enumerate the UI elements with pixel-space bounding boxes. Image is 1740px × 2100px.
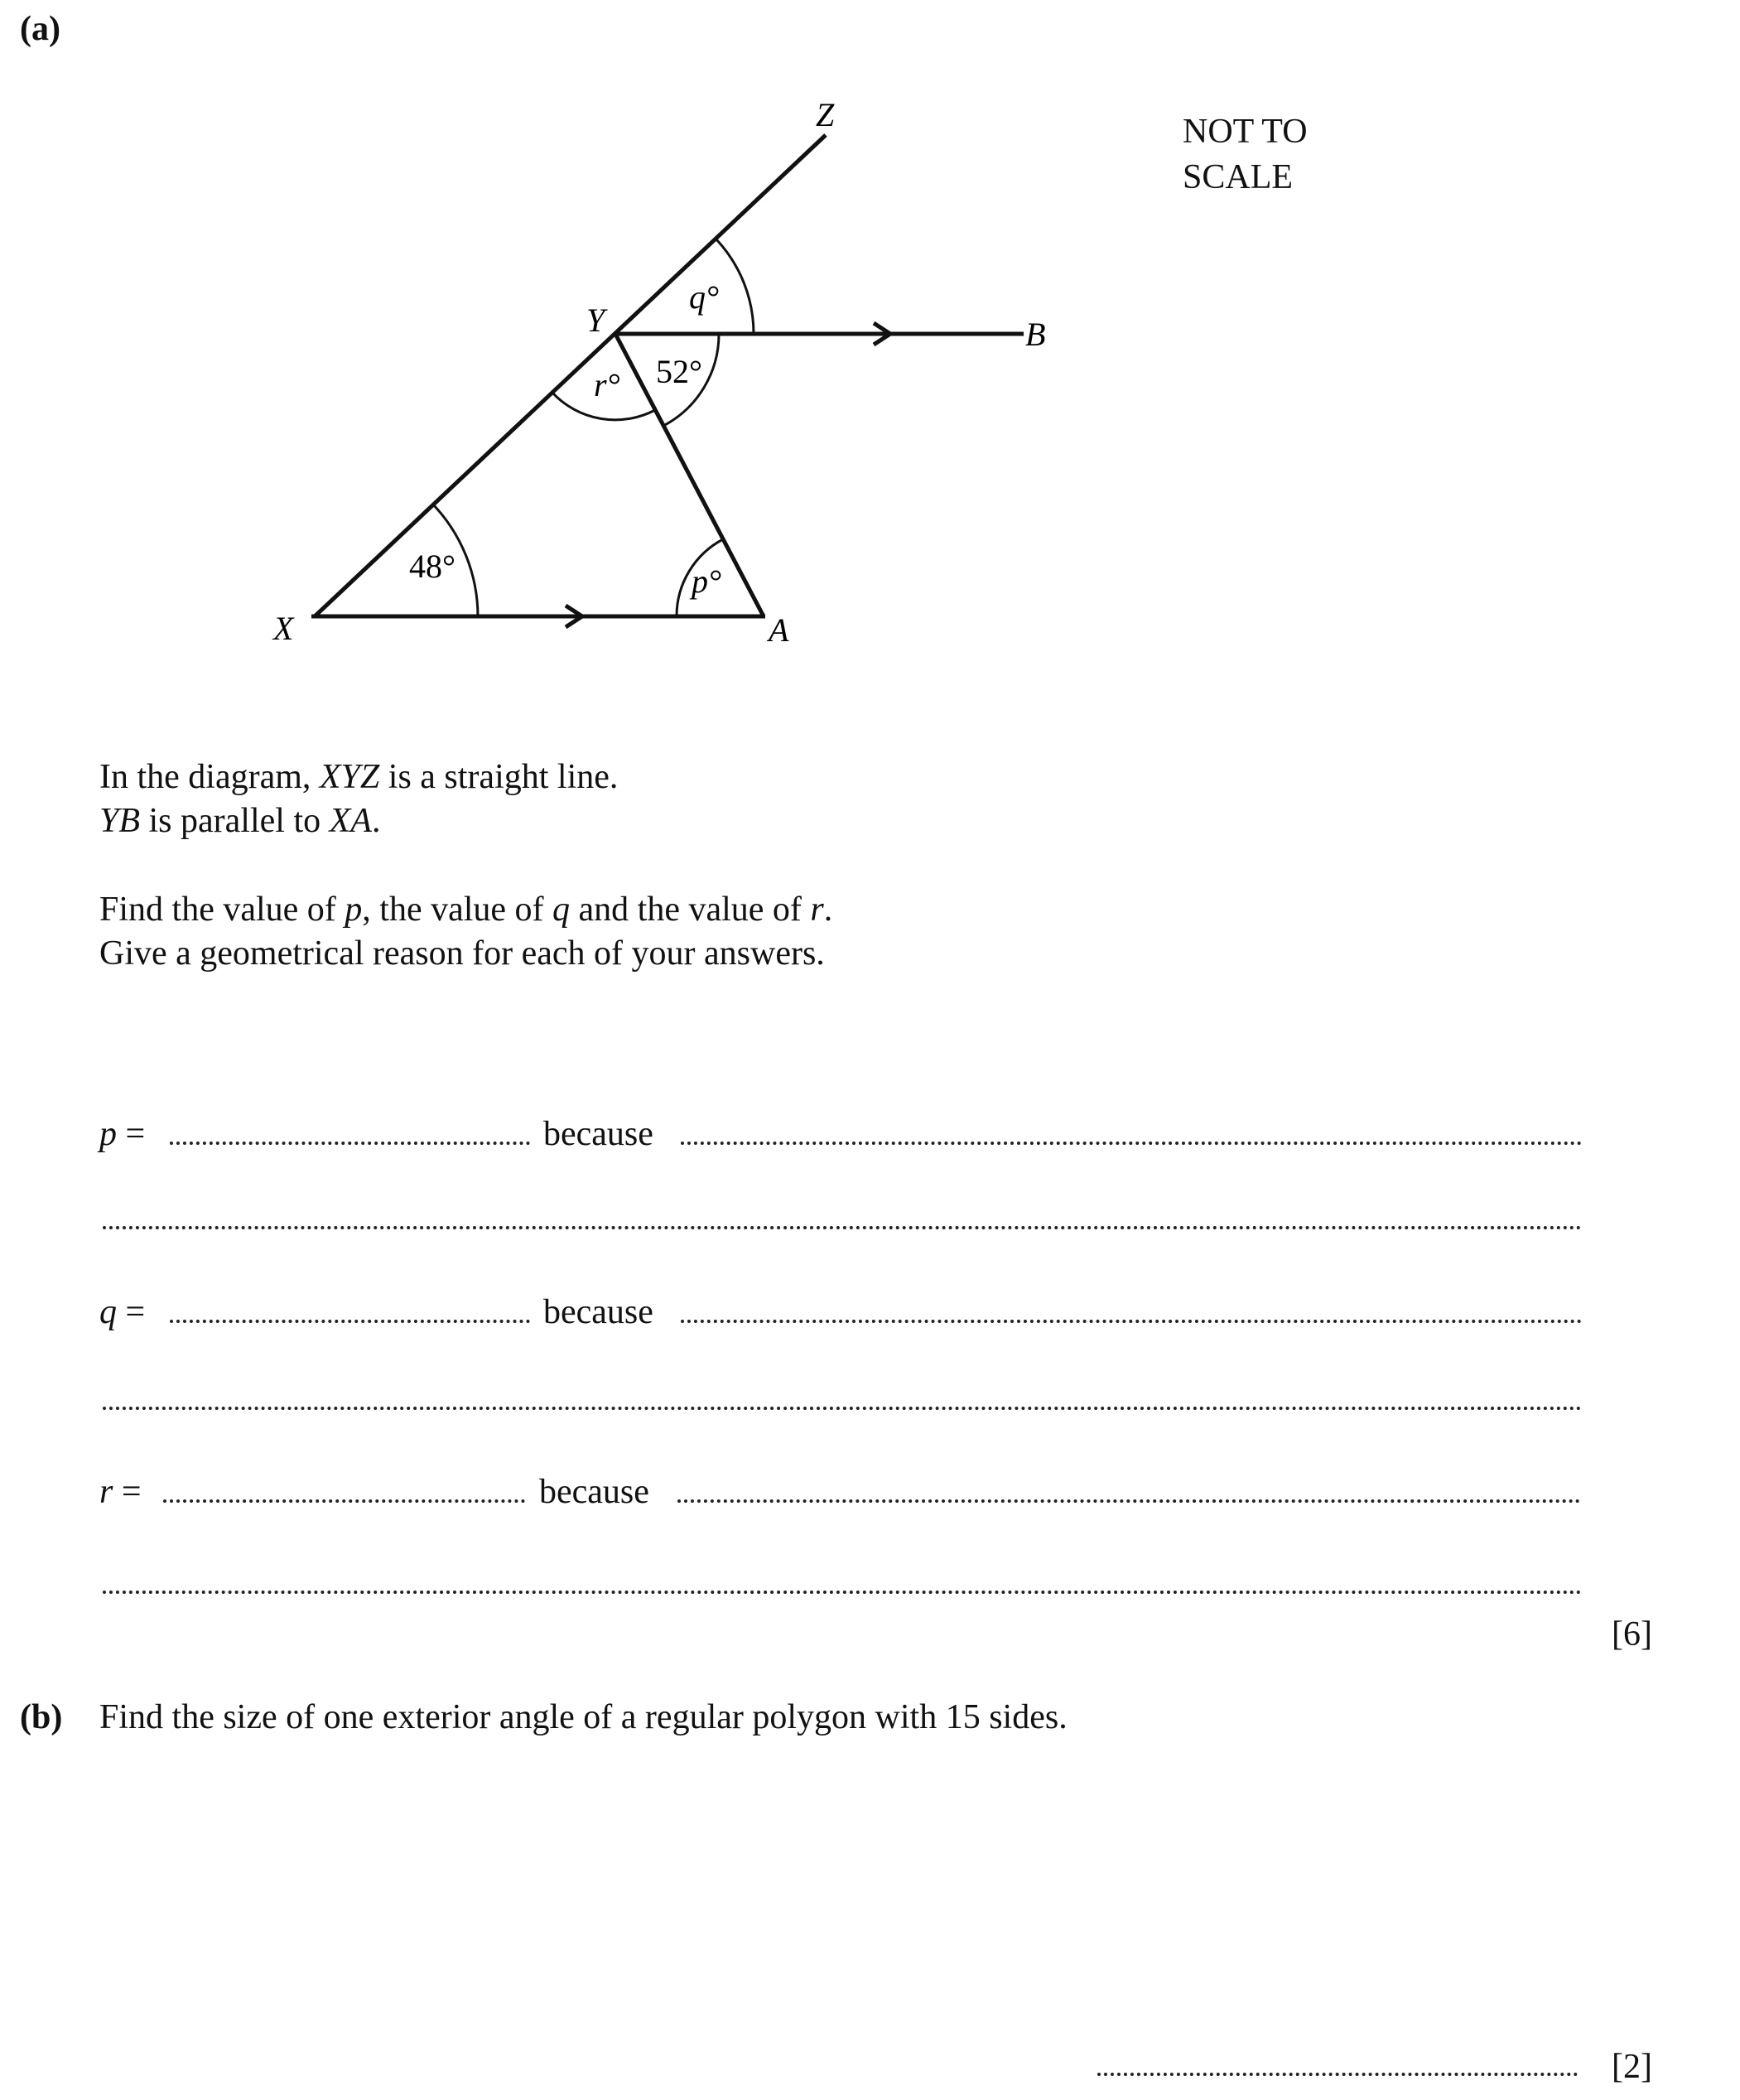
statement-text: is parallel to xyxy=(140,802,330,840)
not-to-scale-line1: NOT TO xyxy=(1183,113,1308,151)
answer-q-var: q xyxy=(99,1293,117,1331)
angle-label-48: 48° xyxy=(409,548,455,585)
answer-p-var: p xyxy=(99,1115,117,1153)
part-a-label: (a) xyxy=(20,10,60,48)
instruction-var-q: q xyxy=(552,891,571,929)
part-b-question: Find the size of one exterior angle of a regular polygon with 15 sides. xyxy=(99,1698,1068,1736)
answer-r-var: r xyxy=(99,1473,113,1511)
instruction-var-r: r xyxy=(810,891,824,929)
answer-r-reason-field-2[interactable] xyxy=(103,1591,1582,1594)
statement-var-yb: YB xyxy=(99,802,141,840)
equals-sign: = xyxy=(117,1115,146,1153)
statement-text: In the diagram, xyxy=(99,758,320,796)
marks-part-b: [2] xyxy=(1612,2048,1652,2086)
instruction-line-2: Give a geometrical reason for each of your answers. xyxy=(99,934,825,973)
statement-line-2 xyxy=(99,804,380,838)
arc-angle-q xyxy=(716,239,754,334)
marks-part-a: [6] xyxy=(1612,1615,1652,1653)
answer-q-value-field[interactable] xyxy=(170,1320,530,1323)
line-xz xyxy=(315,135,826,616)
statement-text: . xyxy=(371,802,381,840)
instruction-text: and the value of xyxy=(570,891,811,929)
answer-r-label xyxy=(99,1475,142,1509)
instruction-line-1 xyxy=(99,892,832,927)
answer-q-label xyxy=(99,1295,145,1330)
label-point-b: B xyxy=(1025,316,1046,353)
statement-line-1 xyxy=(99,760,618,794)
label-point-z: Z xyxy=(816,96,835,133)
answer-p-reason-field-2[interactable] xyxy=(103,1226,1582,1229)
answer-r-because: because xyxy=(539,1473,649,1511)
angle-label-r: r° xyxy=(594,366,620,403)
angle-label-p: p° xyxy=(692,562,721,600)
angle-label-52: 52° xyxy=(656,353,702,390)
statement-var-xa: XA xyxy=(329,802,372,840)
part-b-answer-field[interactable] xyxy=(1097,2073,1578,2076)
part-b-label: (b) xyxy=(20,1698,63,1736)
statement-text: is a straight line. xyxy=(379,758,619,796)
answer-p-because: because xyxy=(543,1115,653,1153)
answer-p-reason-field[interactable] xyxy=(681,1142,1582,1145)
answer-p-label xyxy=(99,1117,145,1151)
label-point-a: A xyxy=(769,611,789,649)
label-point-x: X xyxy=(273,610,294,647)
geometry-diagram xyxy=(0,0,1740,746)
equals-sign: = xyxy=(113,1473,142,1511)
statement-var-xyz: XYZ xyxy=(319,758,380,796)
instruction-text: . xyxy=(823,891,833,929)
instruction-var-p: p xyxy=(345,891,363,929)
answer-q-reason-field-2[interactable] xyxy=(103,1407,1582,1410)
not-to-scale-line2: SCALE xyxy=(1183,158,1294,196)
instruction-text: Find the value of xyxy=(99,891,345,929)
label-point-y: Y xyxy=(586,302,605,339)
answer-r-reason-field[interactable] xyxy=(677,1499,1580,1503)
answer-p-value-field[interactable] xyxy=(170,1142,530,1145)
answer-q-because: because xyxy=(543,1293,653,1331)
instruction-text: , the value of xyxy=(362,891,553,929)
angle-label-q: q° xyxy=(689,278,719,316)
equals-sign: = xyxy=(117,1293,146,1331)
answer-r-value-field[interactable] xyxy=(163,1499,525,1503)
answer-q-reason-field[interactable] xyxy=(681,1320,1582,1323)
